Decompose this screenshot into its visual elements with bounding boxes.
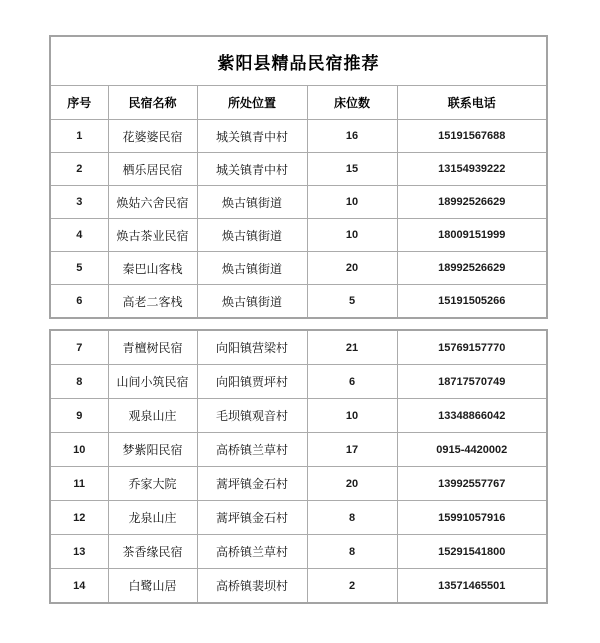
cell-no: 6 [50,285,108,319]
table-row [50,153,547,186]
cell-phone: 18992526629 [397,252,547,285]
table-row [50,285,547,319]
cell-beds: 6 [307,365,397,399]
cell-name: 山间小筑民宿 [108,365,197,399]
table-row [50,501,547,535]
cell-location: 焕古镇街道 [197,252,307,285]
cell-phone: 15191567688 [397,120,547,153]
homestay-table-part-1 [49,35,548,319]
cell-location: 焕古镇街道 [197,186,307,219]
title-row [50,36,547,86]
cell-name: 秦巴山客栈 [108,252,197,285]
cell-phone: 0915-4420002 [397,433,547,467]
cell-no: 1 [50,120,108,153]
homestay-table-wrap [49,35,546,604]
cell-phone: 18992526629 [397,186,547,219]
cell-name: 龙泉山庄 [108,501,197,535]
cell-location: 高桥镇兰草村 [197,535,307,569]
cell-beds: 15 [307,153,397,186]
cell-name: 焕姑六舍民宿 [108,186,197,219]
cell-beds: 10 [307,186,397,219]
cell-name: 观泉山庄 [108,399,197,433]
cell-location: 蒿坪镇金石村 [197,467,307,501]
cell-beds: 20 [307,467,397,501]
cell-beds: 10 [307,399,397,433]
cell-location: 毛坝镇观音村 [197,399,307,433]
cell-no: 7 [50,330,108,365]
cell-name: 焕古茶业民宿 [108,219,197,252]
cell-beds: 8 [307,501,397,535]
cell-location: 高桥镇裴坝村 [197,569,307,604]
cell-no: 5 [50,252,108,285]
cell-beds: 10 [307,219,397,252]
cell-location: 高桥镇兰草村 [197,433,307,467]
header-beds: 床位数 [307,86,397,120]
table-row [50,535,547,569]
cell-name: 梦紫阳民宿 [108,433,197,467]
cell-phone: 18009151999 [397,219,547,252]
cell-no: 3 [50,186,108,219]
cell-name: 青檀树民宿 [108,330,197,365]
cell-name: 栖乐居民宿 [108,153,197,186]
cell-phone: 15769157770 [397,330,547,365]
homestay-table-part-2 [49,329,548,604]
cell-phone: 13992557767 [397,467,547,501]
table-row [50,252,547,285]
cell-location: 焕古镇街道 [197,285,307,319]
cell-phone: 13154939222 [397,153,547,186]
cell-no: 14 [50,569,108,604]
cell-location: 向阳镇贾坪村 [197,365,307,399]
cell-name: 高老二客栈 [108,285,197,319]
cell-beds: 5 [307,285,397,319]
cell-no: 11 [50,467,108,501]
header-no: 序号 [50,86,108,120]
cell-beds: 8 [307,535,397,569]
table-title: 紫阳县精品民宿推荐 [50,36,547,86]
cell-name: 花婆婆民宿 [108,120,197,153]
cell-location: 城关镇青中村 [197,153,307,186]
cell-no: 9 [50,399,108,433]
table-row [50,399,547,433]
table-row [50,433,547,467]
cell-location: 城关镇青中村 [197,120,307,153]
table-row [50,120,547,153]
cell-location: 蒿坪镇金石村 [197,501,307,535]
table-row [50,569,547,604]
table-row [50,467,547,501]
cell-phone: 18717570749 [397,365,547,399]
cell-beds: 16 [307,120,397,153]
table-row [50,330,547,365]
cell-no: 2 [50,153,108,186]
header-row [50,86,547,120]
header-phone: 联系电话 [397,86,547,120]
table-row [50,365,547,399]
cell-beds: 2 [307,569,397,604]
cell-phone: 15991057916 [397,501,547,535]
cell-phone: 13348866042 [397,399,547,433]
cell-name: 白鹭山居 [108,569,197,604]
cell-location: 焕古镇街道 [197,219,307,252]
cell-phone: 13571465501 [397,569,547,604]
cell-phone: 15191505266 [397,285,547,319]
cell-no: 10 [50,433,108,467]
cell-beds: 21 [307,330,397,365]
header-name: 民宿名称 [108,86,197,120]
cell-no: 13 [50,535,108,569]
cell-beds: 20 [307,252,397,285]
cell-no: 4 [50,219,108,252]
cell-no: 8 [50,365,108,399]
cell-no: 12 [50,501,108,535]
cell-name: 茶香缘民宿 [108,535,197,569]
header-location: 所处位置 [197,86,307,120]
cell-beds: 17 [307,433,397,467]
cell-location: 向阳镇营梁村 [197,330,307,365]
table-row [50,186,547,219]
cell-name: 乔家大院 [108,467,197,501]
table-row [50,219,547,252]
cell-phone: 15291541800 [397,535,547,569]
